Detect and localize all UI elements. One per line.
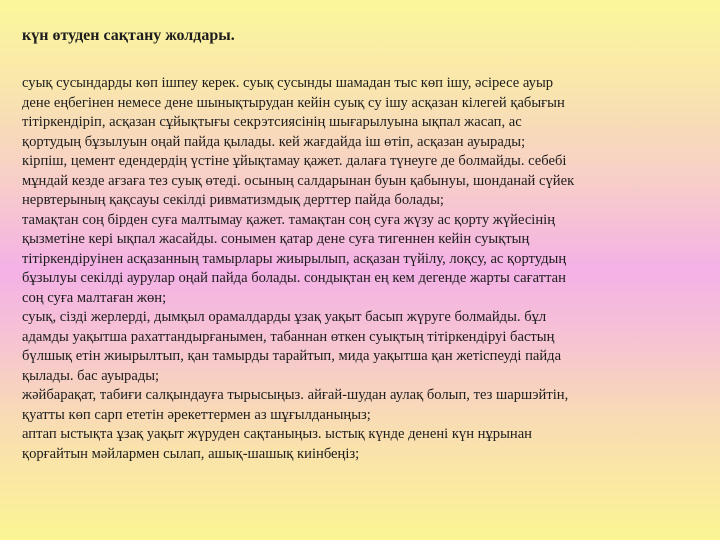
text-line: тамақтан соң бірден суға малтымау қажет. тамақтан соң суға жүзу ас қорту жүйесінің — [22, 211, 556, 228]
text-line: соң суға малтаған жөн; — [22, 289, 167, 306]
text-line: тітіркендіріп, асқазан сұйықтығы секрэтсиясінің шығарылуына ықпал жасап, ас — [22, 114, 522, 130]
text-line: тітіркендіруінен асқазанның тамырлары жиырылып, асқазан түйілу, лоқсу, ас қортудың — [22, 250, 567, 267]
body-text — [22, 74, 702, 464]
text-line: қортудың бұзылуын оңай пайда қылады. кей жағдайда іш өтіп, асқазан ауырады; — [22, 133, 526, 150]
text-line: жәйбарақат, табиғи салқындауға тырысыңыз. айғай-шудан аулақ болып, тез шаршэйтін, — [22, 387, 569, 403]
text-line: қызметіне кері ықпал жасайды. сонымен қатар дене суға тигеннен кейін суықтың — [22, 231, 530, 247]
text-line: кірпіш, цемент едендердің үстіне ұйықтамау қажет. далаға түнеуге де болмайды. себебі — [22, 153, 567, 169]
text-line: бүлшық етін жиырылтып, қан тамырды тарайтып, мида уақытша қан жетіспеуді пайда — [22, 348, 562, 364]
text-line: мұндай кезде ағзаға тез суық өтеді. осының салдарынан буын қабынуы, шонданай сүйек — [22, 172, 575, 189]
slide-content — [22, 26, 702, 464]
text-line: суық сусындарды көп ішпеу керек. суық сусынды шамадан тыс көп ішу, әсіресе ауыр — [22, 75, 554, 91]
text-line: қуатты көп сарп ететін әрекеттермен аз шұғылданыңыз; — [22, 406, 371, 423]
slide-title: күн өтуден сақтану жолдары. — [22, 27, 235, 44]
text-line: адамды уақытша рахаттандырғанымен, табаннан өткен суықтың тітіркендіруі бастың — [22, 328, 555, 345]
text-line: нервтерының қақсауы секілді ривматизмдық дерттер пайда болады; — [22, 192, 444, 208]
text-line: бұзылуы секілді аурулар оңай пайда болады. сондықтан ең кем дегенде жарты сағаттан — [22, 270, 566, 286]
text-line: аптап ыстықта ұзақ уақыт жүруден сақтаныңыз. ыстық күнде денені күн нұрынан — [22, 426, 532, 442]
text-line: қорғайтын мәйлармен сылап, ашық-шашық киінбеңіз; — [22, 445, 360, 462]
text-line: суық, сізді жерлерді, дымқыл орамалдарды ұзақ уақыт басып жүруге болмайды. бұл — [22, 309, 547, 325]
text-line: дене еңбегінен немесе дене шынықтырудан кейін суық су ішу асқазан кілегей қабығын — [22, 94, 565, 111]
text-line: қылады. бас ауырады; — [22, 367, 160, 384]
